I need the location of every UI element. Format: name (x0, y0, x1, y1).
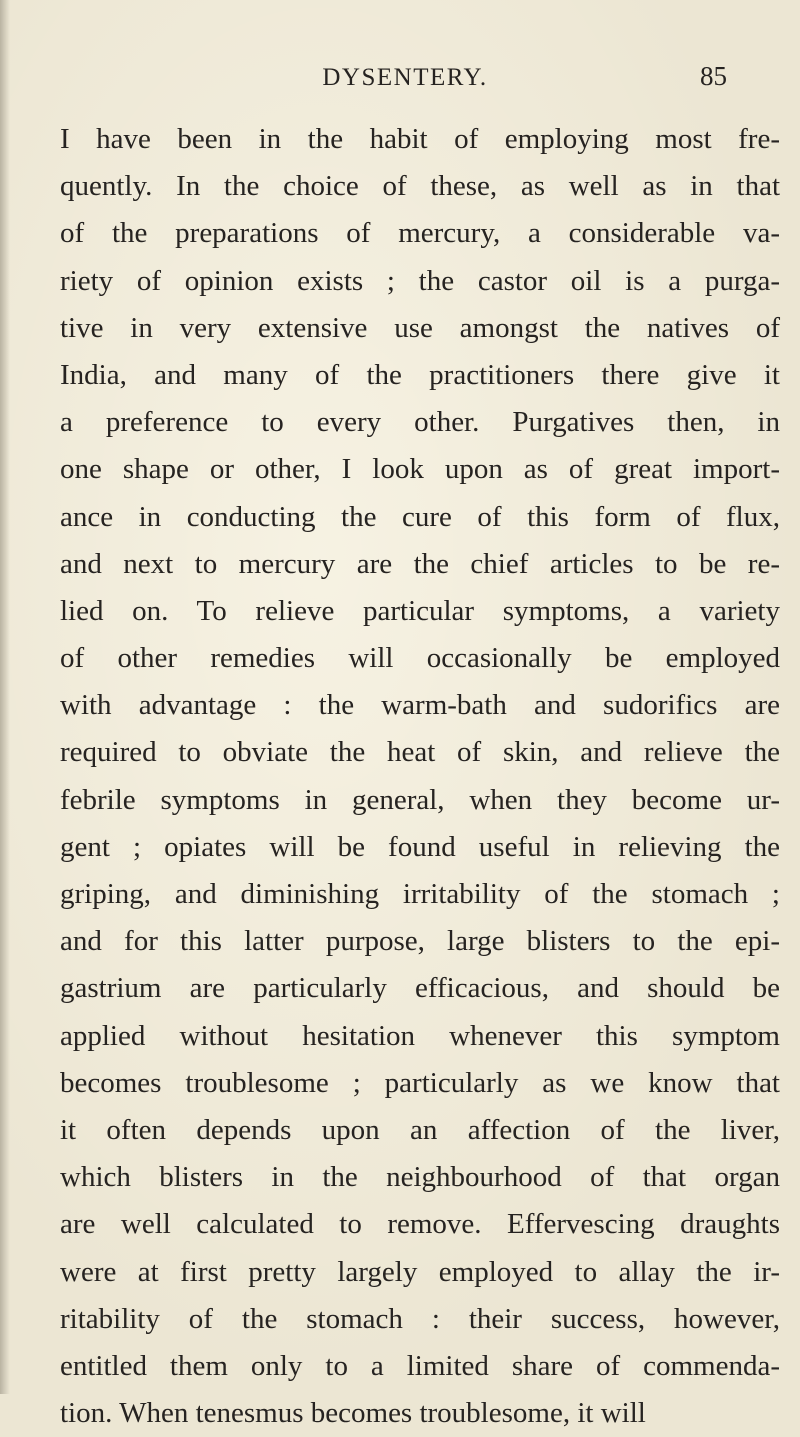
text-line: of the preparations of mercury, a considerable va- (60, 217, 780, 250)
text-line: tive in very extensive use amongst the natives of (60, 311, 780, 344)
text-line: and for this latter purpose, large blisters to the epi- (60, 925, 780, 958)
text-line: I have been in the habit of employing most fre- (60, 123, 780, 155)
text-line: one shape or other, I look upon as of great import- (60, 453, 780, 486)
text-line: lied on. To relieve particular symptoms, a variety (60, 594, 780, 627)
text-line: tion. When tenesmus becomes troublesome, it will (60, 1397, 646, 1430)
text-line: febrile symptoms in general, when they become ur- (60, 783, 780, 816)
text-line: applied without hesitation whenever this symptom (60, 1019, 780, 1052)
text-line: ritability of the stomach : their success, however, (60, 1302, 780, 1335)
running-header (0, 58, 800, 98)
text-line: are well calculated to remove. Effervescing draughts (60, 1208, 780, 1241)
page-gutter-shadow (0, 0, 10, 1394)
running-title: DYSENTERY. (322, 64, 488, 91)
text-line: gastrium are particularly efficacious, and should be (60, 972, 780, 1005)
text-line: a preference to every other. Purgatives then, in (60, 406, 780, 439)
text-line: of other remedies will occasionally be employed (60, 642, 780, 675)
text-line: ance in conducting the cure of this form of flux, (60, 500, 780, 533)
text-line: gent ; opiates will be found useful in relieving the (60, 830, 780, 863)
text-line: griping, and diminishing irritability of the stomach ; (60, 878, 780, 910)
body-text (60, 116, 780, 1437)
text-line: quently. In the choice of these, as well as in that (60, 170, 780, 203)
text-line: required to obviate the heat of skin, and relieve the (60, 736, 780, 769)
text-line: it often depends upon an affection of the liver, (60, 1113, 780, 1146)
text-line: entitled them only to a limited share of commenda- (60, 1349, 780, 1382)
text-line: India, and many of the practitioners there give it (60, 358, 780, 391)
text-line: and next to mercury are the chief articles to be re- (60, 547, 780, 580)
text-line: were at first pretty largely employed to allay the ir- (60, 1255, 780, 1288)
page-number: 85 (700, 61, 727, 91)
text-line: which blisters in the neighbourhood of that organ (60, 1161, 780, 1194)
text-line: riety of opinion exists ; the castor oil is a purga- (60, 264, 780, 297)
text-line: with advantage : the warm-bath and sudorifics are (60, 689, 780, 722)
text-line: becomes troublesome ; particularly as we know that (60, 1066, 780, 1099)
